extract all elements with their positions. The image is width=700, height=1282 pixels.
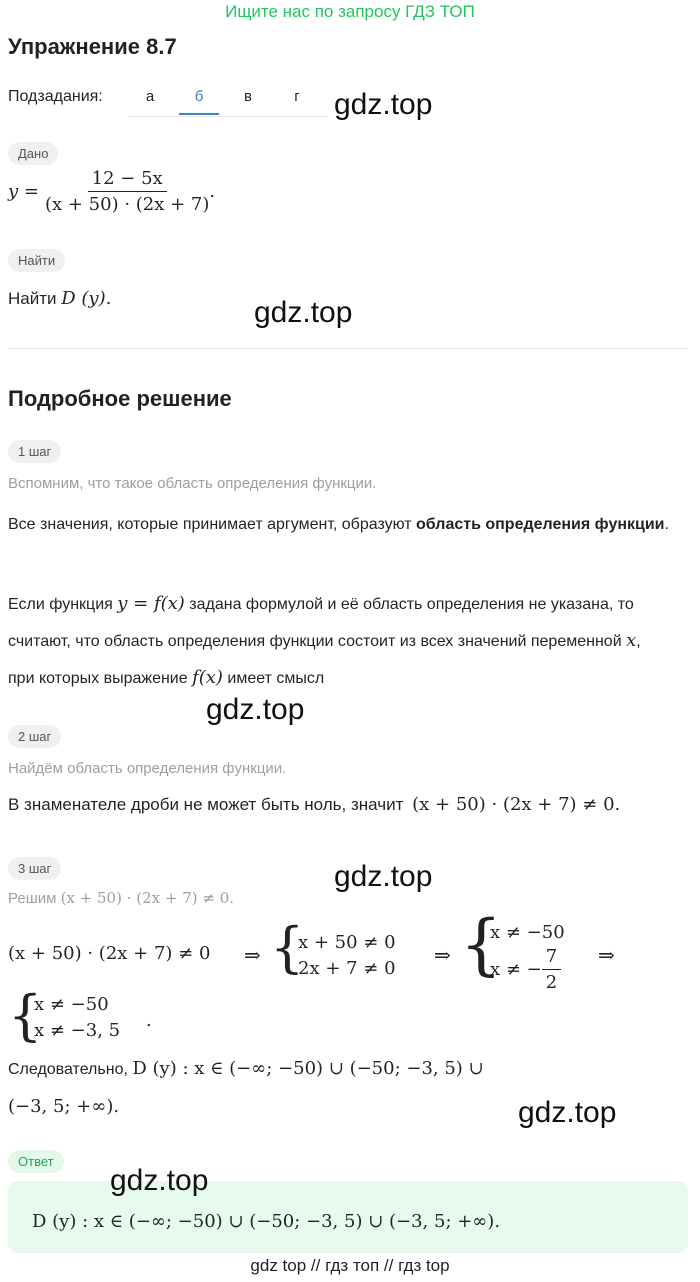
system1-line1: x + 50 ≠ 0 — [298, 932, 396, 953]
given-fraction — [45, 168, 209, 215]
system3-line2: x ≠ −3, 5 — [34, 1020, 121, 1041]
watermark: gdz.top — [334, 88, 433, 121]
step3-hint — [8, 889, 234, 907]
search-banner[interactable]: Ищите нас по запросу ГДЗ ТОП — [225, 2, 475, 21]
step3-eq-lhs: (x + 50) · (2x + 7) ≠ 0 — [8, 943, 211, 964]
tab-a[interactable]: а — [145, 88, 155, 105]
step1-paragraph2 — [8, 586, 658, 697]
step3-arrow1: ⇒ — [244, 943, 261, 967]
watermark: gdz.top — [254, 296, 353, 329]
find-line — [8, 288, 111, 310]
system2-numerator: 7 — [542, 946, 561, 970]
answer-math: D (y) : x ∈ (−∞; −50) ∪ (−50; −3, 5) ∪ (−3, 5; +∞). — [32, 1211, 501, 1232]
tabs-divider — [128, 116, 328, 117]
step1-p2-math3: f(x) — [192, 667, 223, 688]
tab-v[interactable]: в — [244, 88, 252, 105]
step3-hint-text: Решим — [8, 890, 57, 907]
step1-p2-text: Если функция — [8, 596, 118, 613]
page-title: Упражнение 8.7 — [8, 34, 177, 59]
watermark: gdz.top — [206, 693, 305, 726]
solution-heading: Подробное решение — [8, 386, 232, 411]
system3-trail: . — [146, 1010, 152, 1031]
step1-p2-math1: y = f(x) — [117, 593, 185, 614]
given-lhs: y = — [8, 181, 39, 202]
step1-p2-text4: имеет смысл — [222, 670, 325, 687]
step1-paragraph1 — [8, 508, 688, 542]
subtasks-label: Подзадания: — [8, 88, 103, 105]
section-divider — [8, 348, 688, 349]
watermark: gdz.top — [110, 1164, 209, 1197]
step1-p2-text3: , при которых выражение — [8, 633, 641, 687]
given-denominator: (x + 50) · (2x + 7) — [44, 194, 210, 215]
footer-links[interactable]: gdz top // гдз топ // гдз top — [250, 1256, 450, 1275]
tab-g[interactable]: г — [294, 88, 300, 105]
system2-line1: x ≠ −50 — [490, 922, 565, 943]
watermark: gdz.top — [334, 860, 433, 893]
answer-pill: Ответ — [8, 1150, 64, 1173]
conclusion-text: Следовательно, — [8, 1061, 128, 1078]
given-formula — [8, 168, 215, 215]
step3-hint-math: (x + 50) · (2x + 7) ≠ 0. — [60, 889, 235, 907]
find-pill: Найти — [8, 249, 65, 272]
conclusion-math1: D (y) : x ∈ (−∞; −50) ∪ (−50; −3, 5) ∪ — [132, 1058, 484, 1079]
step1-hint: Вспомним, что такое область определения функции. — [8, 475, 377, 492]
step1-p1-bold: область определения функции — [416, 516, 665, 533]
system3-brace: { — [8, 984, 43, 1047]
system3-line1: x ≠ −50 — [34, 994, 109, 1015]
find-math: D (y). — [61, 288, 112, 309]
step1-p2-math2: x — [626, 630, 637, 651]
step2-hint: Найдём область определения функции. — [8, 760, 287, 777]
find-text: Найти — [8, 289, 57, 308]
system2-line2-lhs: x ≠ − — [490, 959, 542, 980]
system2-brace: { — [460, 906, 502, 983]
system2-line2 — [490, 946, 561, 993]
step1-pill: 1 шаг — [8, 440, 61, 463]
watermark: gdz.top — [518, 1096, 617, 1129]
system1 — [298, 930, 396, 982]
given-pill: Дано — [8, 142, 58, 165]
step1-p1-text: Все значения, которые принимает аргумент, образуют — [8, 516, 417, 533]
system2-denominator: 2 — [545, 972, 558, 993]
step3-arrow3: ⇒ — [598, 943, 615, 967]
system3 — [34, 992, 120, 1044]
step1-p2-text2: задана формулой и её область определения не указана, то считают, что область определения функции состоит из всех значений переменной — [8, 596, 634, 650]
conclusion-line1 — [8, 1058, 484, 1081]
given-trail: . — [209, 181, 216, 202]
system2-fraction — [542, 946, 561, 993]
given-numerator: 12 − 5x — [88, 168, 167, 192]
step3-arrow2: ⇒ — [434, 943, 451, 967]
step2-text: В знаменателе дроби не может быть ноль, значит — [8, 795, 404, 814]
conclusion-math2: (−3, 5; +∞). — [8, 1096, 120, 1117]
step2-pill: 2 шаг — [8, 725, 61, 748]
step2-line — [8, 794, 620, 816]
step1-p1-end: . — [664, 516, 669, 533]
step2-math: (x + 50) · (2x + 7) ≠ 0. — [412, 794, 621, 815]
tab-b[interactable]: б — [179, 88, 219, 115]
step3-pill: 3 шаг — [8, 857, 61, 880]
system1-brace: { — [270, 916, 305, 979]
system1-line2: 2x + 7 ≠ 0 — [298, 958, 396, 979]
